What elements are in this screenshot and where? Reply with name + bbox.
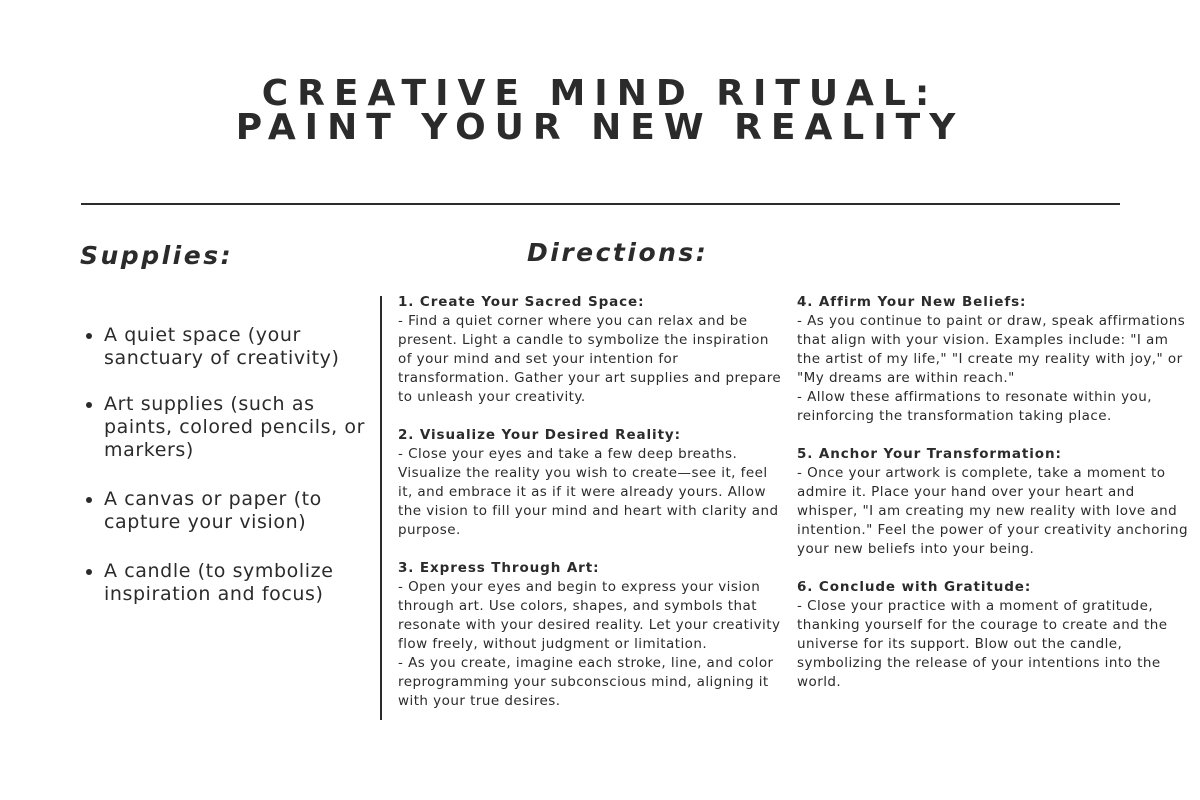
supply-item: A canvas or paper (to capture your vision): [84, 488, 384, 534]
direction-step: [398, 426, 786, 540]
page-title-line-1: CREATIVE MIND RITUAL:: [261, 73, 939, 114]
direction-step: [797, 293, 1189, 426]
step-body: - Find a quiet corner where you can relax and be present. Light a candle to symbolize the inspiration of your mind and set your intention for transformation. Gather your art supplies and prepare to unleash your creativity.: [398, 313, 782, 405]
step-title: 1. Create Your Sacred Space:: [398, 294, 645, 310]
directions-column-right: [797, 293, 1189, 711]
title-divider: [81, 203, 1120, 205]
direction-step: [797, 578, 1189, 692]
step-title: 2. Visualize Your Desired Reality:: [398, 427, 681, 443]
direction-step: [797, 445, 1189, 559]
step-title: 6. Conclude with Gratitude:: [797, 579, 1032, 595]
direction-step: [398, 293, 786, 407]
supply-item: A quiet space (your sanctuary of creativity): [84, 324, 384, 370]
step-body: - As you continue to paint or draw, speak affirmations that align with your vision. Examples include: "I am the artist of my life," "I create my reality with joy," or "My dreams are within reach." - Allow these affirmations to resonate within you, reinforcing the transformation taking place.: [797, 313, 1186, 424]
directions-column-left: [398, 293, 786, 730]
step-body: - Open your eyes and begin to express your vision through art. Use colors, shapes, and symbols that resonate with your desired reality. Let your creativity flow freely, without judgment or limitation. - As you create, imagine each stroke, line, and color reprogramming your subconscious mind, aligning it with your true desires.: [398, 579, 781, 709]
supply-item: Art supplies (such as paints, colored pencils, or markers): [84, 393, 384, 462]
column-divider: [380, 296, 382, 720]
supplies-heading: Supplies:: [80, 241, 234, 270]
supply-item: A candle (to symbolize inspiration and focus): [84, 560, 384, 606]
page-title-line-2: PAINT YOUR NEW REALITY: [235, 107, 965, 148]
step-title: 3. Express Through Art:: [398, 560, 600, 576]
supplies-list: [84, 324, 384, 606]
step-body: - Close your eyes and take a few deep breaths. Visualize the reality you wish to create—see it, feel it, and embrace it as if it were already yours. Allow the vision to fill your mind and heart with clarity and purpose.: [398, 446, 779, 538]
step-title: 5. Anchor Your Transformation:: [797, 446, 1062, 462]
direction-step: [398, 559, 786, 711]
step-title: 4. Affirm Your New Beliefs:: [797, 294, 1027, 310]
step-body: - Close your practice with a moment of gratitude, thanking yourself for the courage to create and the universe for its support. Blow out the candle, symbolizing the release of your intentions into the world.: [797, 598, 1168, 690]
step-body: - Once your artwork is complete, take a moment to admire it. Place your hand over your heart and whisper, "I am creating my new reality with love and intention." Feel the power of your creativity anchoring your new beliefs into your being.: [797, 465, 1189, 557]
directions-heading: Directions:: [527, 238, 709, 267]
